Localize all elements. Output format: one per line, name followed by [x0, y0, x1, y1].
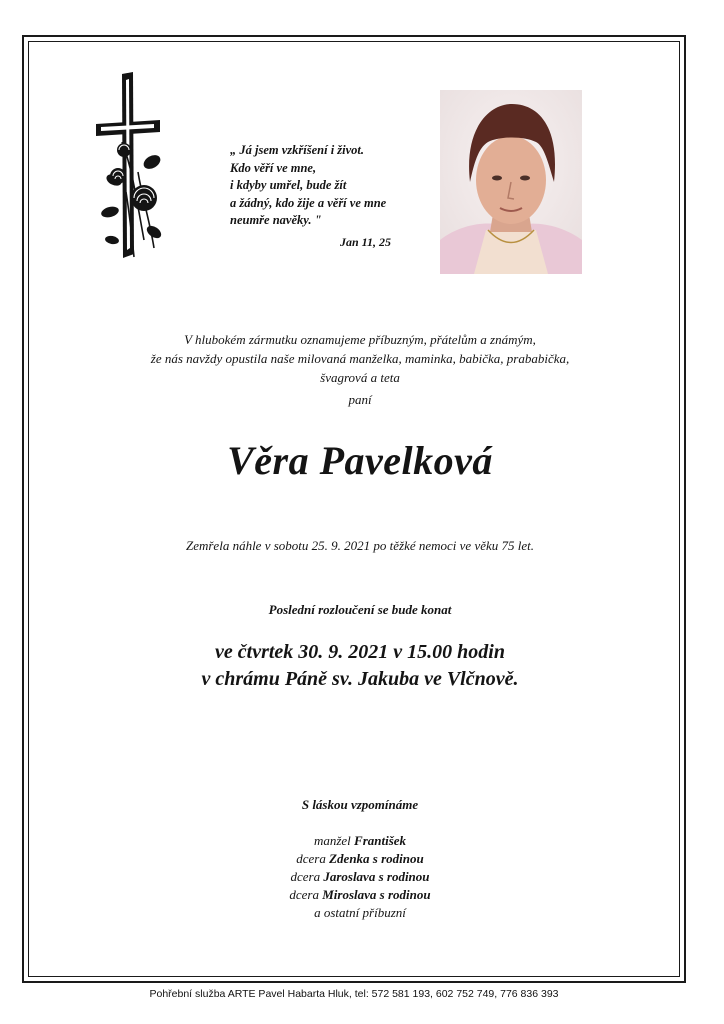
mourner-name: Miroslava s rodinou [322, 887, 431, 902]
mourner-item [60, 850, 660, 868]
mourner-name: Zdenka s rodinou [329, 851, 424, 866]
announcement-line: že nás navždy opustila naše milovaná manželka, maminka, babička, prababička, [150, 351, 570, 366]
mourner-item [60, 886, 660, 904]
funeral-service-footer: Pohřební služba ARTE Pavel Habarta Hluk, tel: 572 581 193, 602 752 749, 776 836 393 [149, 988, 559, 1000]
verse-line: a žádný, kdo žije a věří ve mne [230, 195, 387, 210]
mourner-relation: dcera [289, 887, 319, 902]
mourners-list [60, 832, 660, 922]
ceremony-location: v chrámu Páně sv. Jakuba ve Vlčnově. [201, 668, 519, 690]
announcement-line: V hlubokém zármutku oznamujeme příbuzným, přátelům a známým, [184, 332, 536, 347]
mourner-relation: dcera [296, 851, 326, 866]
death-notice: Zemřela náhle v sobotu 25. 9. 2021 po těžké nemoci ve věku 75 let. [185, 538, 535, 553]
mourner-item [60, 832, 660, 850]
portrait-photo [440, 90, 582, 274]
ceremony-details [60, 639, 660, 693]
announcement-text [60, 330, 660, 387]
ceremony-date-time: ve čtvrtek 30. 9. 2021 v 15.00 hodin [215, 641, 505, 663]
verse-line: neumře navěky. " [230, 213, 322, 227]
remembrance-heading: S láskou vzpomínáme [301, 797, 419, 812]
mourner-relation: dcera [290, 869, 321, 884]
verse-line: „ Já jsem vzkříšení i život. [230, 143, 365, 157]
mourners-closing: a ostatní příbuzní [314, 905, 406, 920]
deceased-name: Věra Pavelková [227, 438, 493, 483]
farewell-intro: Poslední rozloučení se bude konat [268, 602, 452, 617]
verse-line: i kdyby umřel, bude žít [230, 178, 347, 192]
verse-line: Kdo věří ve mne, [230, 160, 317, 175]
mourner-name: František [354, 833, 407, 848]
mourner-name: Jaroslava s rodinou [323, 869, 430, 884]
mourner-relation: manžel [313, 833, 351, 848]
title-pani: paní [348, 392, 372, 407]
cross-with-roses-icon [92, 72, 164, 262]
announcement-line: švagrová a teta [320, 370, 400, 385]
bible-verse [230, 142, 430, 230]
verse-reference: Jan 11, 25 [340, 235, 392, 249]
mourner-item [60, 868, 660, 886]
